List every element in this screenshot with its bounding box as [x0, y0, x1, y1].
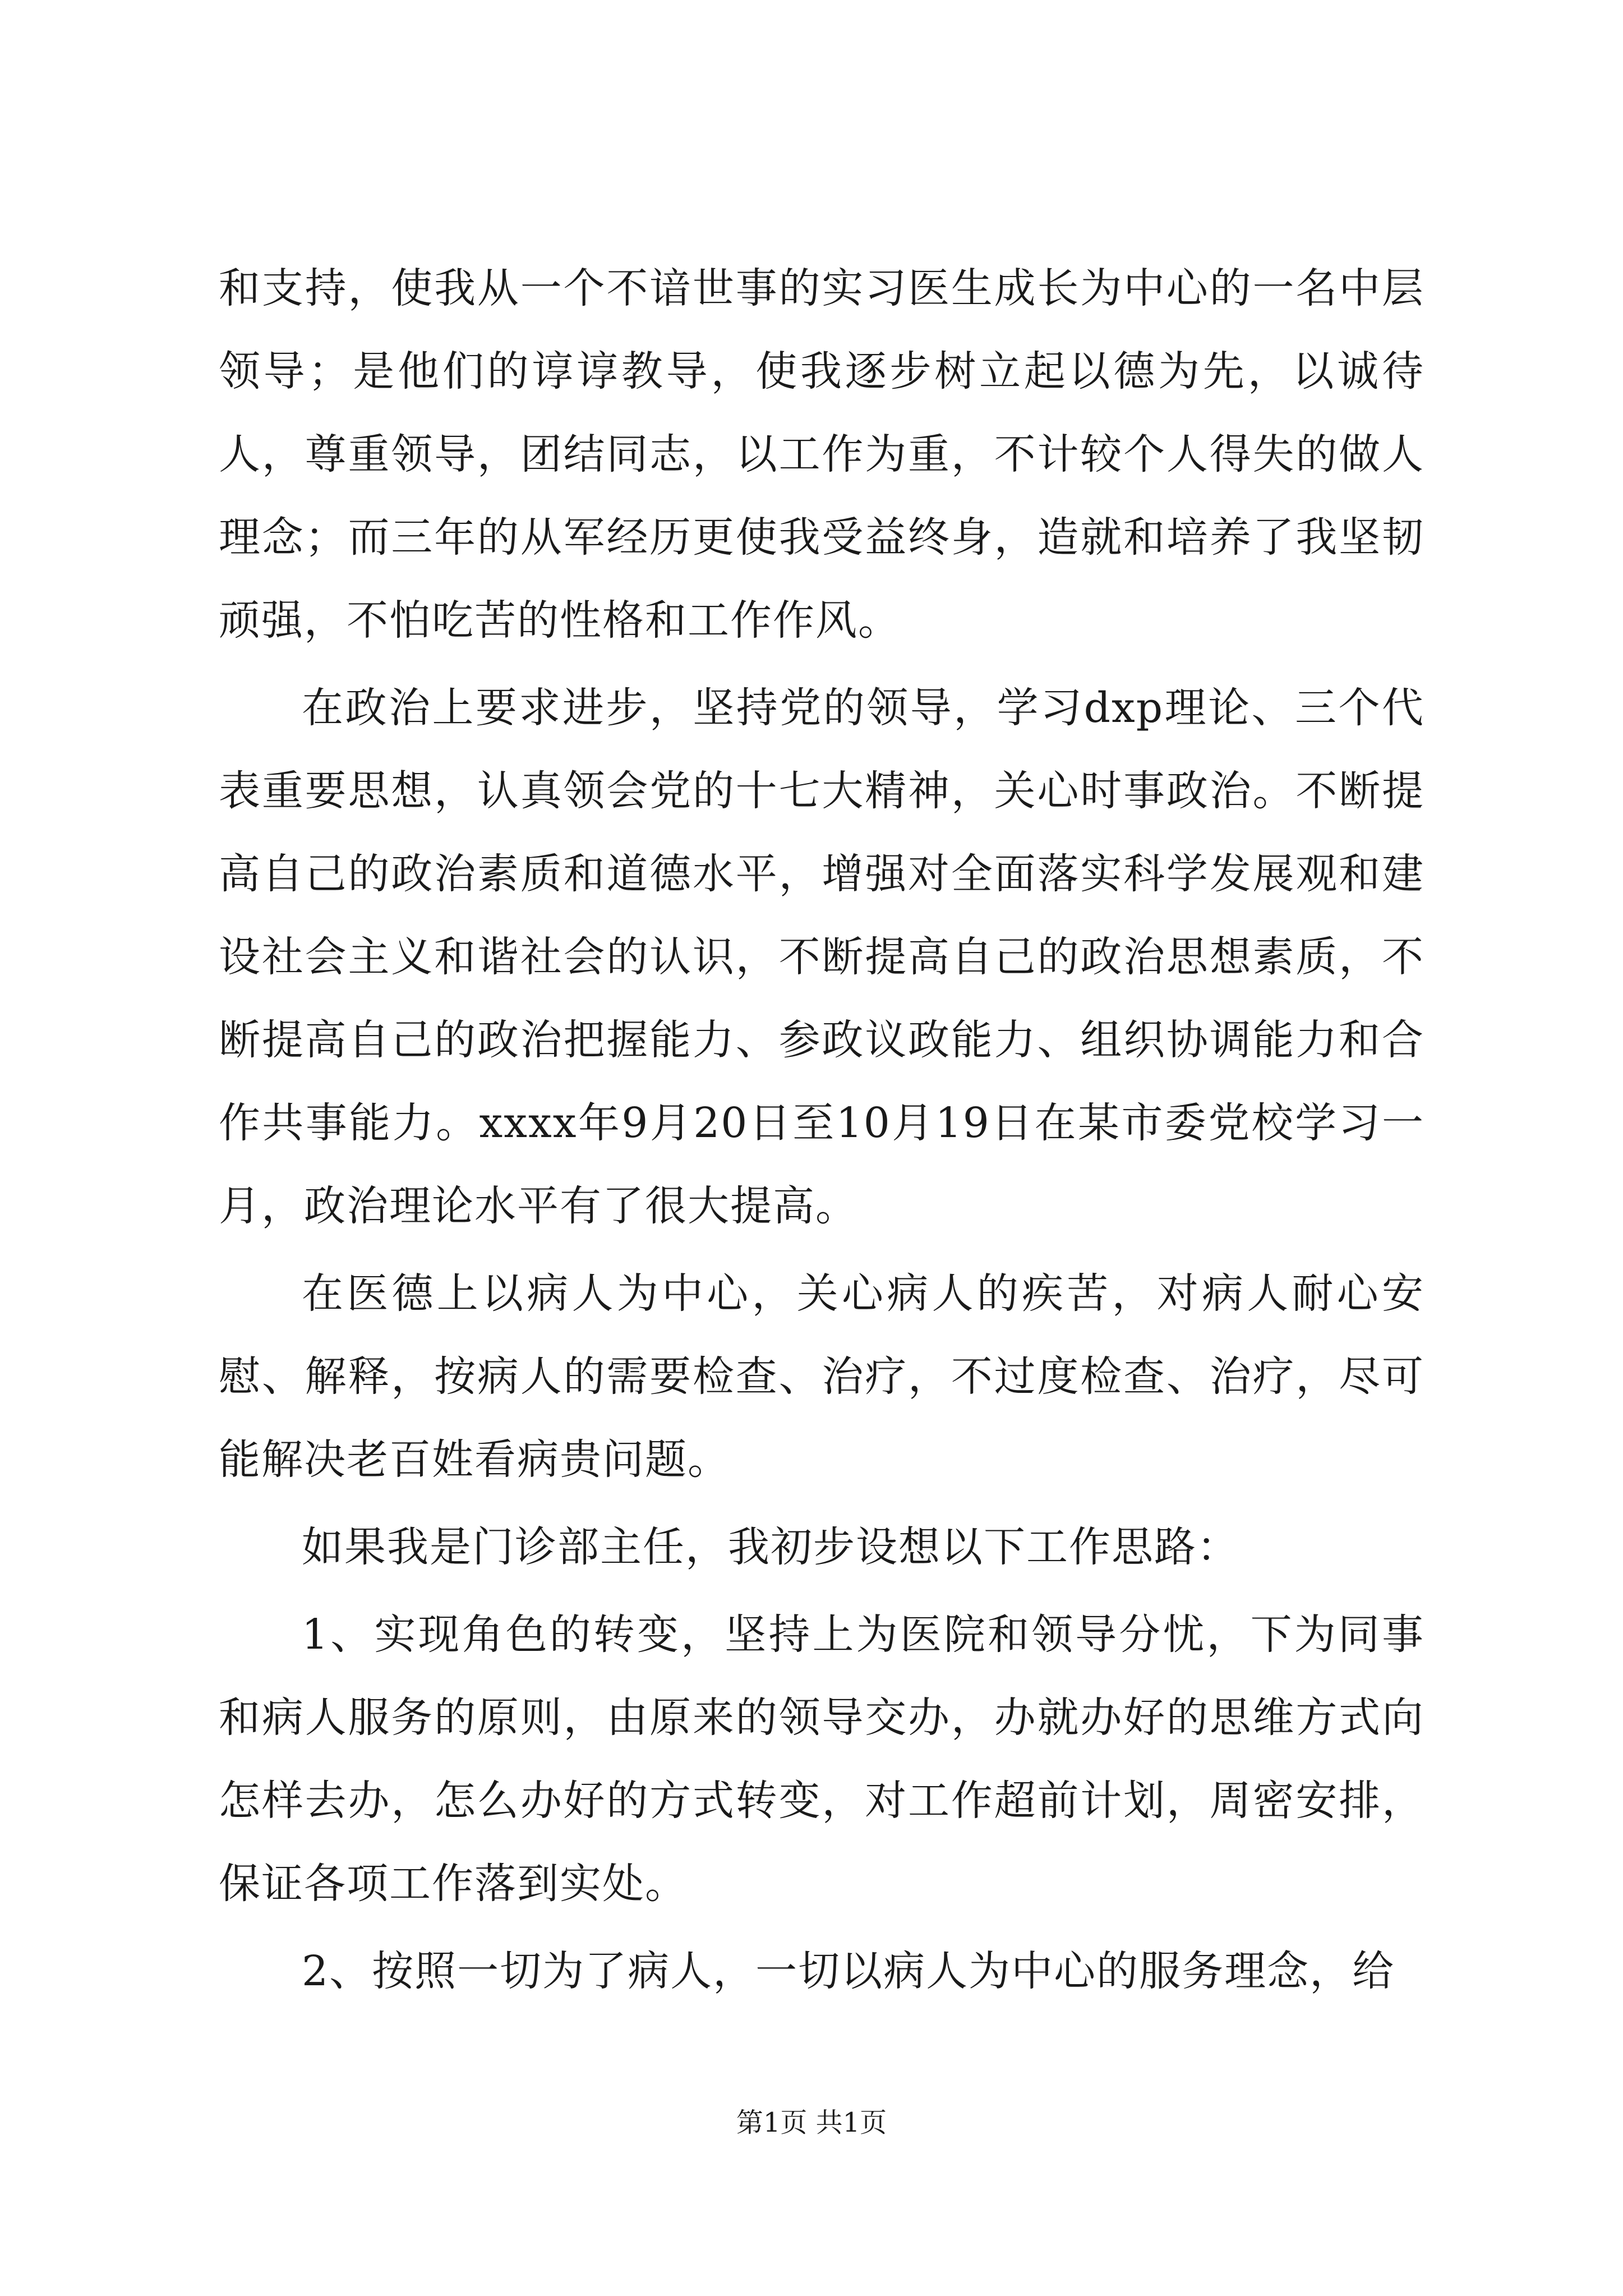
- paragraph-1: 和支持，使我从一个不谙世事的实习医生成长为中心的一名中层领导；是他们的谆谆教导，使我逐步树立起以德为先，以诚待人，尊重领导，团结同志，以工作为重，不计较个人得失的做人理念；而三年的从军经历更使我受益终身，造就和培养了我坚韧顽强，不怕吃苦的性格和工作作风。: [219, 264, 1424, 645]
- paragraph-2: 在政治上要求进步，坚持党的领导，学习dxp理论、三个代表重要思想，认真领会党的十七大精神，关心时事政治。不断提高自己的政治素质和道德水平，增强对全面落实科学发展观和建设社会主义和谐社会的认识，不断提高自己的政治思想素质，不断提高自己的政治把握能力、参政议政能力、组织协调能力和合作共事能力。xxxx年9月20日至10月19日在某市委党校学习一月，政治理论水平有了很大提高。: [219, 684, 1424, 1230]
- document-body: [219, 247, 1424, 2017]
- paragraph-6: 2、按照一切为了病人，一切以病人为中心的服务理念，给: [302, 1947, 1395, 1995]
- paragraph-3: 在医德上以病人为中心，关心病人的疾苦，对病人耐心安慰、解释，按病人的需要检查、治疗，不过度检查、治疗，尽可能解决老百姓看病贵问题。: [219, 1269, 1424, 1484]
- paragraph-5: 1、实现角色的转变，坚持上为医院和领导分忧，下为同事和病人服务的原则，由原来的领导交办，办就办好的思维方式向怎样去办，怎么办好的方式转变，对工作超前计划，周密安排，保证各项工作落到实处。: [219, 1611, 1424, 1908]
- page-footer: 第1页 共1页: [736, 2107, 887, 2138]
- paragraph-4: 如果我是门诊部主任，我初步设想以下工作思路：: [302, 1523, 1239, 1571]
